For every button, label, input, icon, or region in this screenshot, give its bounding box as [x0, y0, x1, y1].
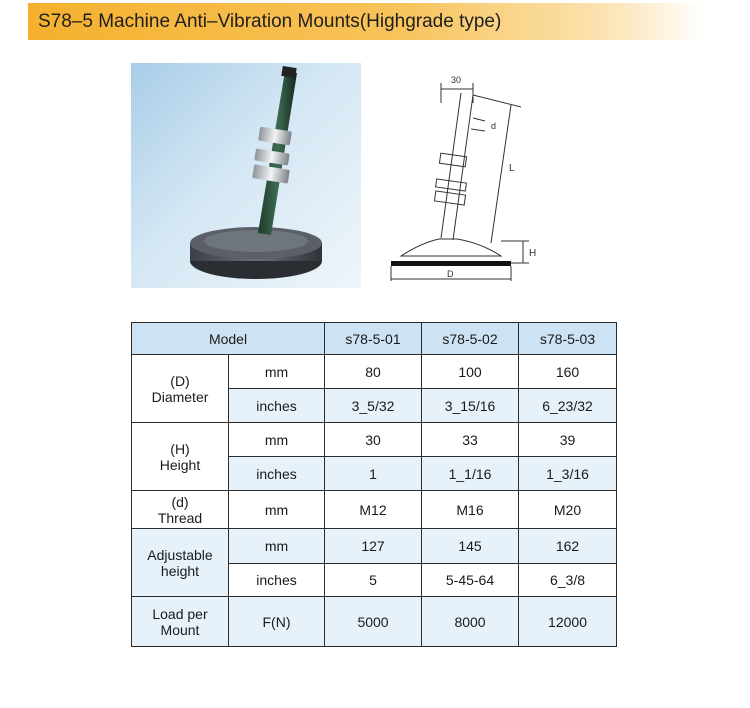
value-cell: 12000	[519, 597, 617, 647]
dim-length-label: L	[509, 163, 515, 174]
value-cell: 80	[325, 355, 422, 389]
value-cell: M16	[422, 491, 519, 529]
value-cell: 30	[325, 423, 422, 457]
unit-cell: inches	[229, 457, 325, 491]
table-row	[132, 491, 617, 529]
header-s78-5-02: s78-5-02	[422, 323, 519, 355]
value-cell: 6_3/8	[519, 564, 617, 597]
spec-table	[131, 322, 617, 647]
unit-cell: mm	[229, 529, 325, 564]
table-row	[132, 597, 617, 647]
dim-top-label: 30	[451, 75, 462, 85]
dim-thread-label: d	[491, 121, 497, 131]
value-cell: 100	[422, 355, 519, 389]
header-s78-5-03: s78-5-03	[519, 323, 617, 355]
product-photo	[131, 63, 361, 288]
value-cell: 1	[325, 457, 422, 491]
value-cell: 3_5/32	[325, 389, 422, 423]
technical-drawing	[361, 63, 616, 288]
value-cell: 3_15/16	[422, 389, 519, 423]
header-s78-5-01: s78-5-01	[325, 323, 422, 355]
table-header-row	[132, 323, 617, 355]
unit-cell: mm	[229, 491, 325, 529]
group-diameter: (D) Diameter	[132, 355, 229, 423]
value-cell: 5000	[325, 597, 422, 647]
value-cell: 39	[519, 423, 617, 457]
value-cell: M20	[519, 491, 617, 529]
unit-cell: mm	[229, 423, 325, 457]
dim-diameter-label: D	[447, 269, 454, 279]
group-load-per-mount: Load per Mount	[132, 597, 229, 647]
value-cell: 1_3/16	[519, 457, 617, 491]
table-row	[132, 355, 617, 389]
value-cell: 127	[325, 529, 422, 564]
value-cell: 5	[325, 564, 422, 597]
value-cell: 162	[519, 529, 617, 564]
group-thread: (d) Thread	[132, 491, 229, 529]
product-image-panel	[131, 63, 616, 288]
value-cell: 160	[519, 355, 617, 389]
unit-cell: inches	[229, 389, 325, 423]
value-cell: 1_1/16	[422, 457, 519, 491]
table-row	[132, 529, 617, 564]
value-cell: 33	[422, 423, 519, 457]
value-cell: 6_23/32	[519, 389, 617, 423]
unit-cell: F(N)	[229, 597, 325, 647]
title-bar	[28, 3, 703, 40]
group-adjustable-height: Adjustable height	[132, 529, 229, 597]
dim-height-label: H	[529, 248, 537, 259]
value-cell: M12	[325, 491, 422, 529]
value-cell: 145	[422, 529, 519, 564]
mount-photo-illustration	[131, 63, 361, 288]
table-row	[132, 423, 617, 457]
value-cell: 5-45-64	[422, 564, 519, 597]
value-cell: 8000	[422, 597, 519, 647]
unit-cell: mm	[229, 355, 325, 389]
page-title: S78–5 Machine Anti–Vibration Mounts(Highgrade type)	[38, 11, 502, 32]
header-model: Model	[132, 323, 325, 355]
group-height: (H) Height	[132, 423, 229, 491]
unit-cell: inches	[229, 564, 325, 597]
dimension-diagram	[361, 63, 616, 288]
